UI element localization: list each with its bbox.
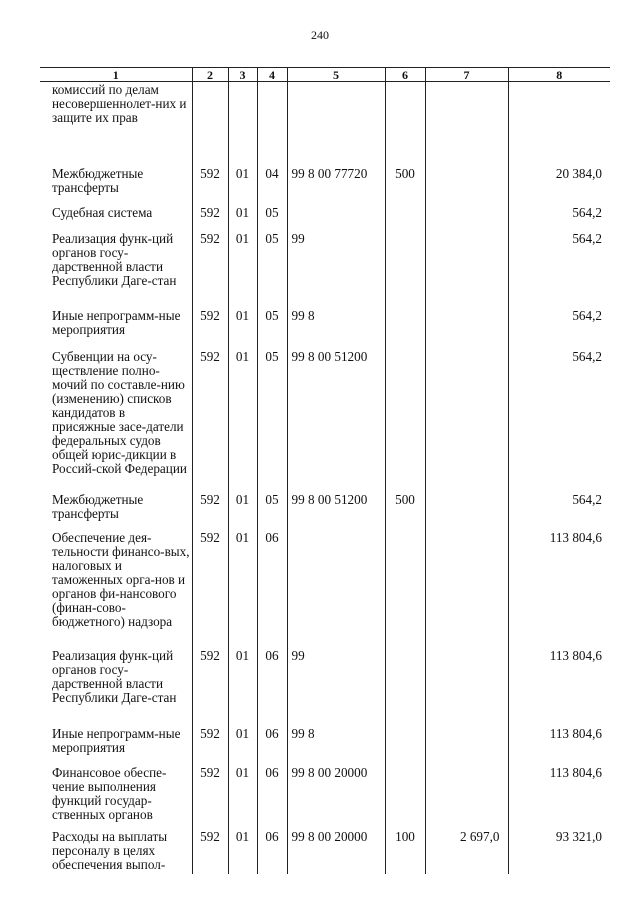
cell-subsection: 06 <box>257 830 287 874</box>
column-header: 7 <box>425 68 508 82</box>
cell-section: 01 <box>228 309 257 350</box>
table-header-row <box>40 68 610 82</box>
row-name: Межбюджетные трансферты <box>52 165 144 195</box>
cell-amount-8: 20 384,0 <box>508 167 610 206</box>
table-row <box>40 649 610 727</box>
cell-admin-code: 592 <box>192 232 228 309</box>
cell-admin-code <box>192 82 228 167</box>
cell-amount-8: 564,2 <box>508 232 610 309</box>
column-header: 8 <box>508 68 610 82</box>
cell-admin-code: 592 <box>192 727 228 766</box>
cell-subsection: 06 <box>257 766 287 830</box>
table-row <box>40 350 610 493</box>
row-name: Иные непрограмм-ные мероприятия <box>52 725 181 755</box>
cell-amount-8: 113 804,6 <box>508 649 610 727</box>
row-name: Расходы на выплаты персоналу в целях обеспечения выпол- <box>52 828 168 872</box>
cell-amount-8: 113 804,6 <box>508 531 610 649</box>
table-row <box>40 830 610 874</box>
cell-amount-7 <box>425 82 508 167</box>
cell-subsection: 04 <box>257 167 287 206</box>
cell-expense-type <box>385 531 425 649</box>
row-name: Реализация функ-ций органов госу-дарственной власти Республики Даге-стан <box>52 230 177 288</box>
table-row <box>40 766 610 830</box>
cell-amount-8: 564,2 <box>508 350 610 493</box>
cell-admin-code: 592 <box>192 830 228 874</box>
cell-target-article: 99 8 00 20000 <box>287 766 385 830</box>
cell-target-article: 99 8 00 51200 <box>287 350 385 493</box>
budget-table <box>40 67 610 874</box>
cell-section: 01 <box>228 206 257 232</box>
cell-admin-code: 592 <box>192 167 228 206</box>
cell-amount-8: 564,2 <box>508 493 610 531</box>
cell-amount-8: 93 321,0 <box>508 830 610 874</box>
row-name: Финансовое обеспе-чение выполнения функций государ-ственных органов <box>52 764 167 822</box>
cell-section: 01 <box>228 167 257 206</box>
cell-admin-code: 592 <box>192 350 228 493</box>
cell-amount-7 <box>425 167 508 206</box>
cell-expense-type <box>385 82 425 167</box>
cell-amount-8: 564,2 <box>508 309 610 350</box>
table-row <box>40 167 610 206</box>
cell-expense-type <box>385 206 425 232</box>
cell-amount-7 <box>425 232 508 309</box>
cell-subsection: 05 <box>257 206 287 232</box>
column-header: 2 <box>192 68 228 82</box>
cell-amount-7 <box>425 727 508 766</box>
row-name: Межбюджетные трансферты <box>52 491 144 521</box>
cell-target-article: 99 <box>287 232 385 309</box>
table-row <box>40 531 610 649</box>
cell-admin-code: 592 <box>192 766 228 830</box>
cell-subsection: 05 <box>257 309 287 350</box>
cell-expense-type: 500 <box>385 493 425 531</box>
cell-expense-type <box>385 232 425 309</box>
cell-amount-7 <box>425 493 508 531</box>
cell-section: 01 <box>228 830 257 874</box>
cell-section: 01 <box>228 350 257 493</box>
page-number: 240 <box>311 28 329 42</box>
cell-section: 01 <box>228 766 257 830</box>
column-header: 3 <box>228 68 257 82</box>
table-row <box>40 232 610 309</box>
cell-amount-8: 564,2 <box>508 206 610 232</box>
table-row <box>40 206 610 232</box>
budget-table-wrapper <box>40 67 610 874</box>
cell-amount-7 <box>425 766 508 830</box>
cell-subsection: 06 <box>257 531 287 649</box>
cell-expense-type <box>385 649 425 727</box>
cell-target-article: 99 8 00 20000 <box>287 830 385 874</box>
cell-section: 01 <box>228 727 257 766</box>
cell-subsection: 05 <box>257 350 287 493</box>
row-name: Иные непрограмм-ные мероприятия <box>52 307 181 337</box>
cell-expense-type <box>385 350 425 493</box>
column-header: 4 <box>257 68 287 82</box>
row-name: Субвенции на осу-ществление полно-мочий по составле-нию (изменению) списков кандидатов в присяжные засе-датели федеральных судов общей юрис-дикции в Россий-ской Федерации <box>52 348 187 476</box>
cell-subsection: 05 <box>257 493 287 531</box>
cell-subsection: 05 <box>257 232 287 309</box>
cell-amount-7 <box>425 649 508 727</box>
column-header: 5 <box>287 68 385 82</box>
cell-amount-8: 113 804,6 <box>508 727 610 766</box>
cell-expense-type <box>385 727 425 766</box>
cell-section: 01 <box>228 493 257 531</box>
cell-subsection: 06 <box>257 727 287 766</box>
row-name: Реализация функ-ций органов госу-дарственной власти Республики Даге-стан <box>52 647 177 705</box>
cell-expense-type: 100 <box>385 830 425 874</box>
column-header: 6 <box>385 68 425 82</box>
cell-amount-7 <box>425 309 508 350</box>
table-row <box>40 727 610 766</box>
table-row <box>40 493 610 531</box>
row-name: Обеспечение дея-тельности финансо-вых, налоговых и таможенных орга-нов и органов фи-нансового (финан-сово-бюджетного) надзора <box>52 529 190 629</box>
cell-section <box>228 82 257 167</box>
row-name: комиссий по делам несовершеннолет-них и защите их прав <box>52 82 187 125</box>
cell-section: 01 <box>228 649 257 727</box>
cell-subsection <box>257 82 287 167</box>
cell-target-article: 99 8 <box>287 309 385 350</box>
cell-target-article <box>287 206 385 232</box>
cell-target-article <box>287 82 385 167</box>
cell-section: 01 <box>228 531 257 649</box>
cell-admin-code: 592 <box>192 309 228 350</box>
cell-amount-8: 113 804,6 <box>508 766 610 830</box>
cell-amount-7: 2 697,0 <box>425 830 508 874</box>
cell-target-article: 99 8 <box>287 727 385 766</box>
cell-amount-7 <box>425 206 508 232</box>
cell-subsection: 06 <box>257 649 287 727</box>
cell-target-article <box>287 531 385 649</box>
cell-admin-code: 592 <box>192 531 228 649</box>
cell-amount-7 <box>425 531 508 649</box>
cell-target-article: 99 <box>287 649 385 727</box>
cell-admin-code: 592 <box>192 649 228 727</box>
cell-expense-type <box>385 766 425 830</box>
table-row <box>40 309 610 350</box>
cell-target-article: 99 8 00 51200 <box>287 493 385 531</box>
cell-amount-8 <box>508 82 610 167</box>
column-header: 1 <box>40 68 192 82</box>
table-row <box>40 82 610 167</box>
cell-expense-type: 500 <box>385 167 425 206</box>
row-name: Судебная система <box>52 204 153 220</box>
cell-section: 01 <box>228 232 257 309</box>
cell-amount-7 <box>425 350 508 493</box>
cell-target-article: 99 8 00 77720 <box>287 167 385 206</box>
cell-admin-code: 592 <box>192 493 228 531</box>
cell-admin-code: 592 <box>192 206 228 232</box>
cell-expense-type <box>385 309 425 350</box>
